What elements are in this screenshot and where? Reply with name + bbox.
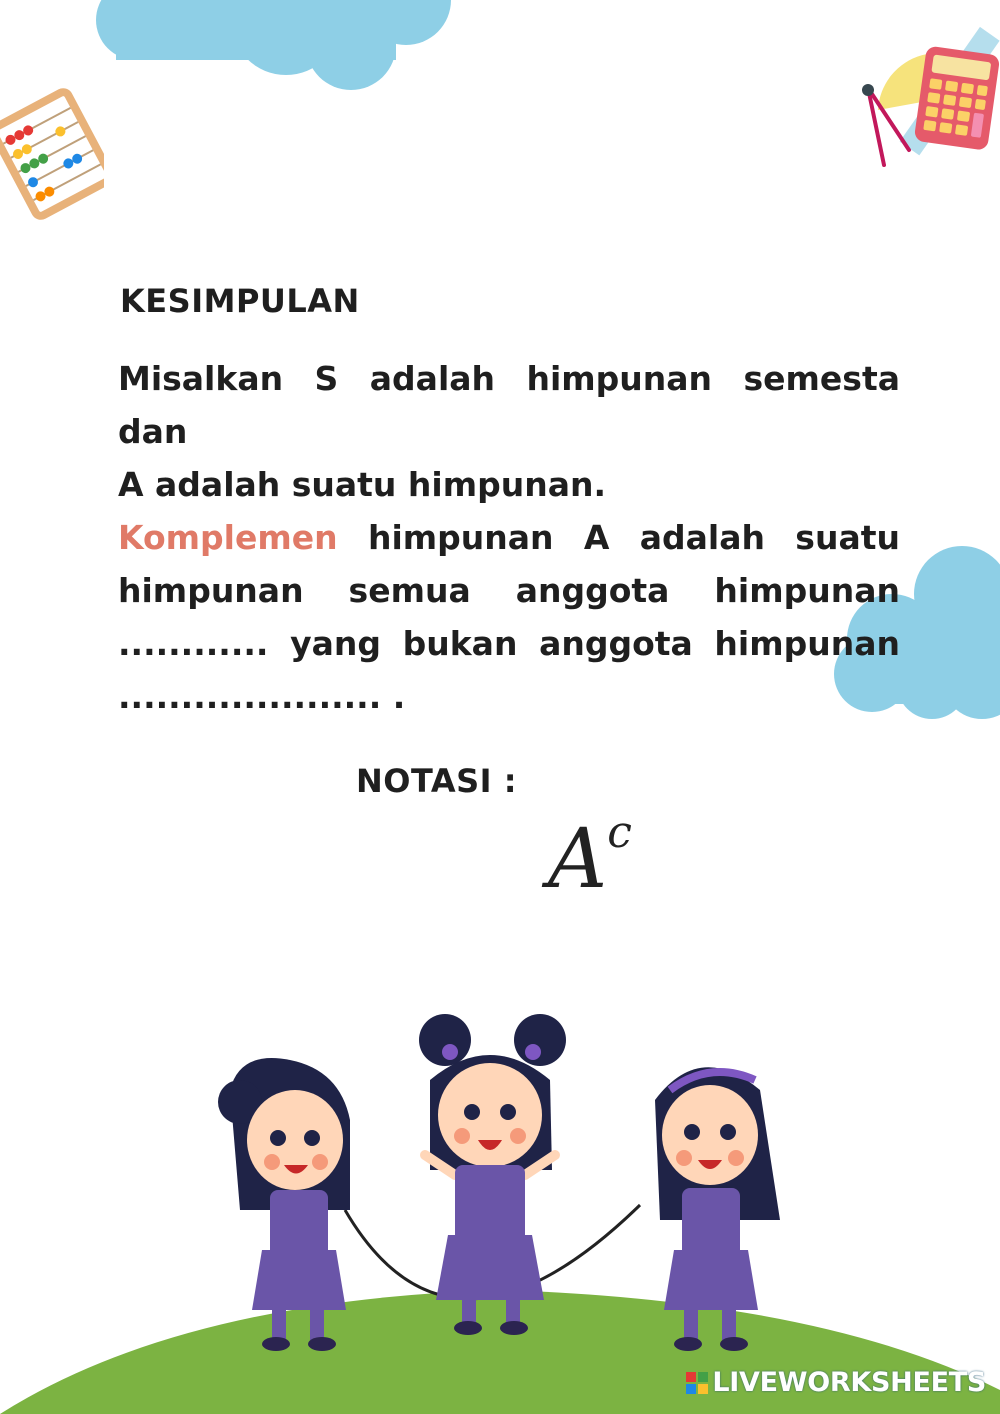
calculator-icon bbox=[912, 46, 1000, 150]
conclusion-paragraph bbox=[118, 352, 900, 723]
section-heading: KESIMPULAN bbox=[120, 282, 360, 320]
notation-label: NOTASI : bbox=[356, 762, 517, 800]
paragraph-line: A adalah suatu himpunan. bbox=[118, 465, 607, 504]
paragraph-line bbox=[118, 511, 900, 564]
complement-notation bbox=[548, 806, 632, 907]
abacus-icon bbox=[0, 84, 104, 224]
notation-superscript: c bbox=[607, 806, 632, 858]
cloud-icon bbox=[96, 0, 456, 100]
paragraph-line: himpunan semua anggota himpunan bbox=[118, 571, 900, 610]
girl-illustration bbox=[200, 1010, 800, 1370]
paragraph-line: ............ yang bukan anggota himpunan bbox=[118, 624, 900, 663]
compass-icon bbox=[854, 80, 914, 170]
liveworksheets-logo bbox=[686, 1367, 986, 1398]
paragraph-line-rest: himpunan A adalah suatu bbox=[367, 518, 900, 557]
watermark-text: LIVEWORKSHEETS bbox=[712, 1367, 986, 1398]
highlight-term: Komplemen bbox=[118, 518, 338, 557]
notation-base: A bbox=[548, 812, 608, 907]
paragraph-line: Misalkan S adalah himpunan semesta dan bbox=[118, 359, 900, 451]
logo-mark-icon bbox=[686, 1372, 708, 1394]
paragraph-line: ..................... . bbox=[118, 677, 406, 716]
